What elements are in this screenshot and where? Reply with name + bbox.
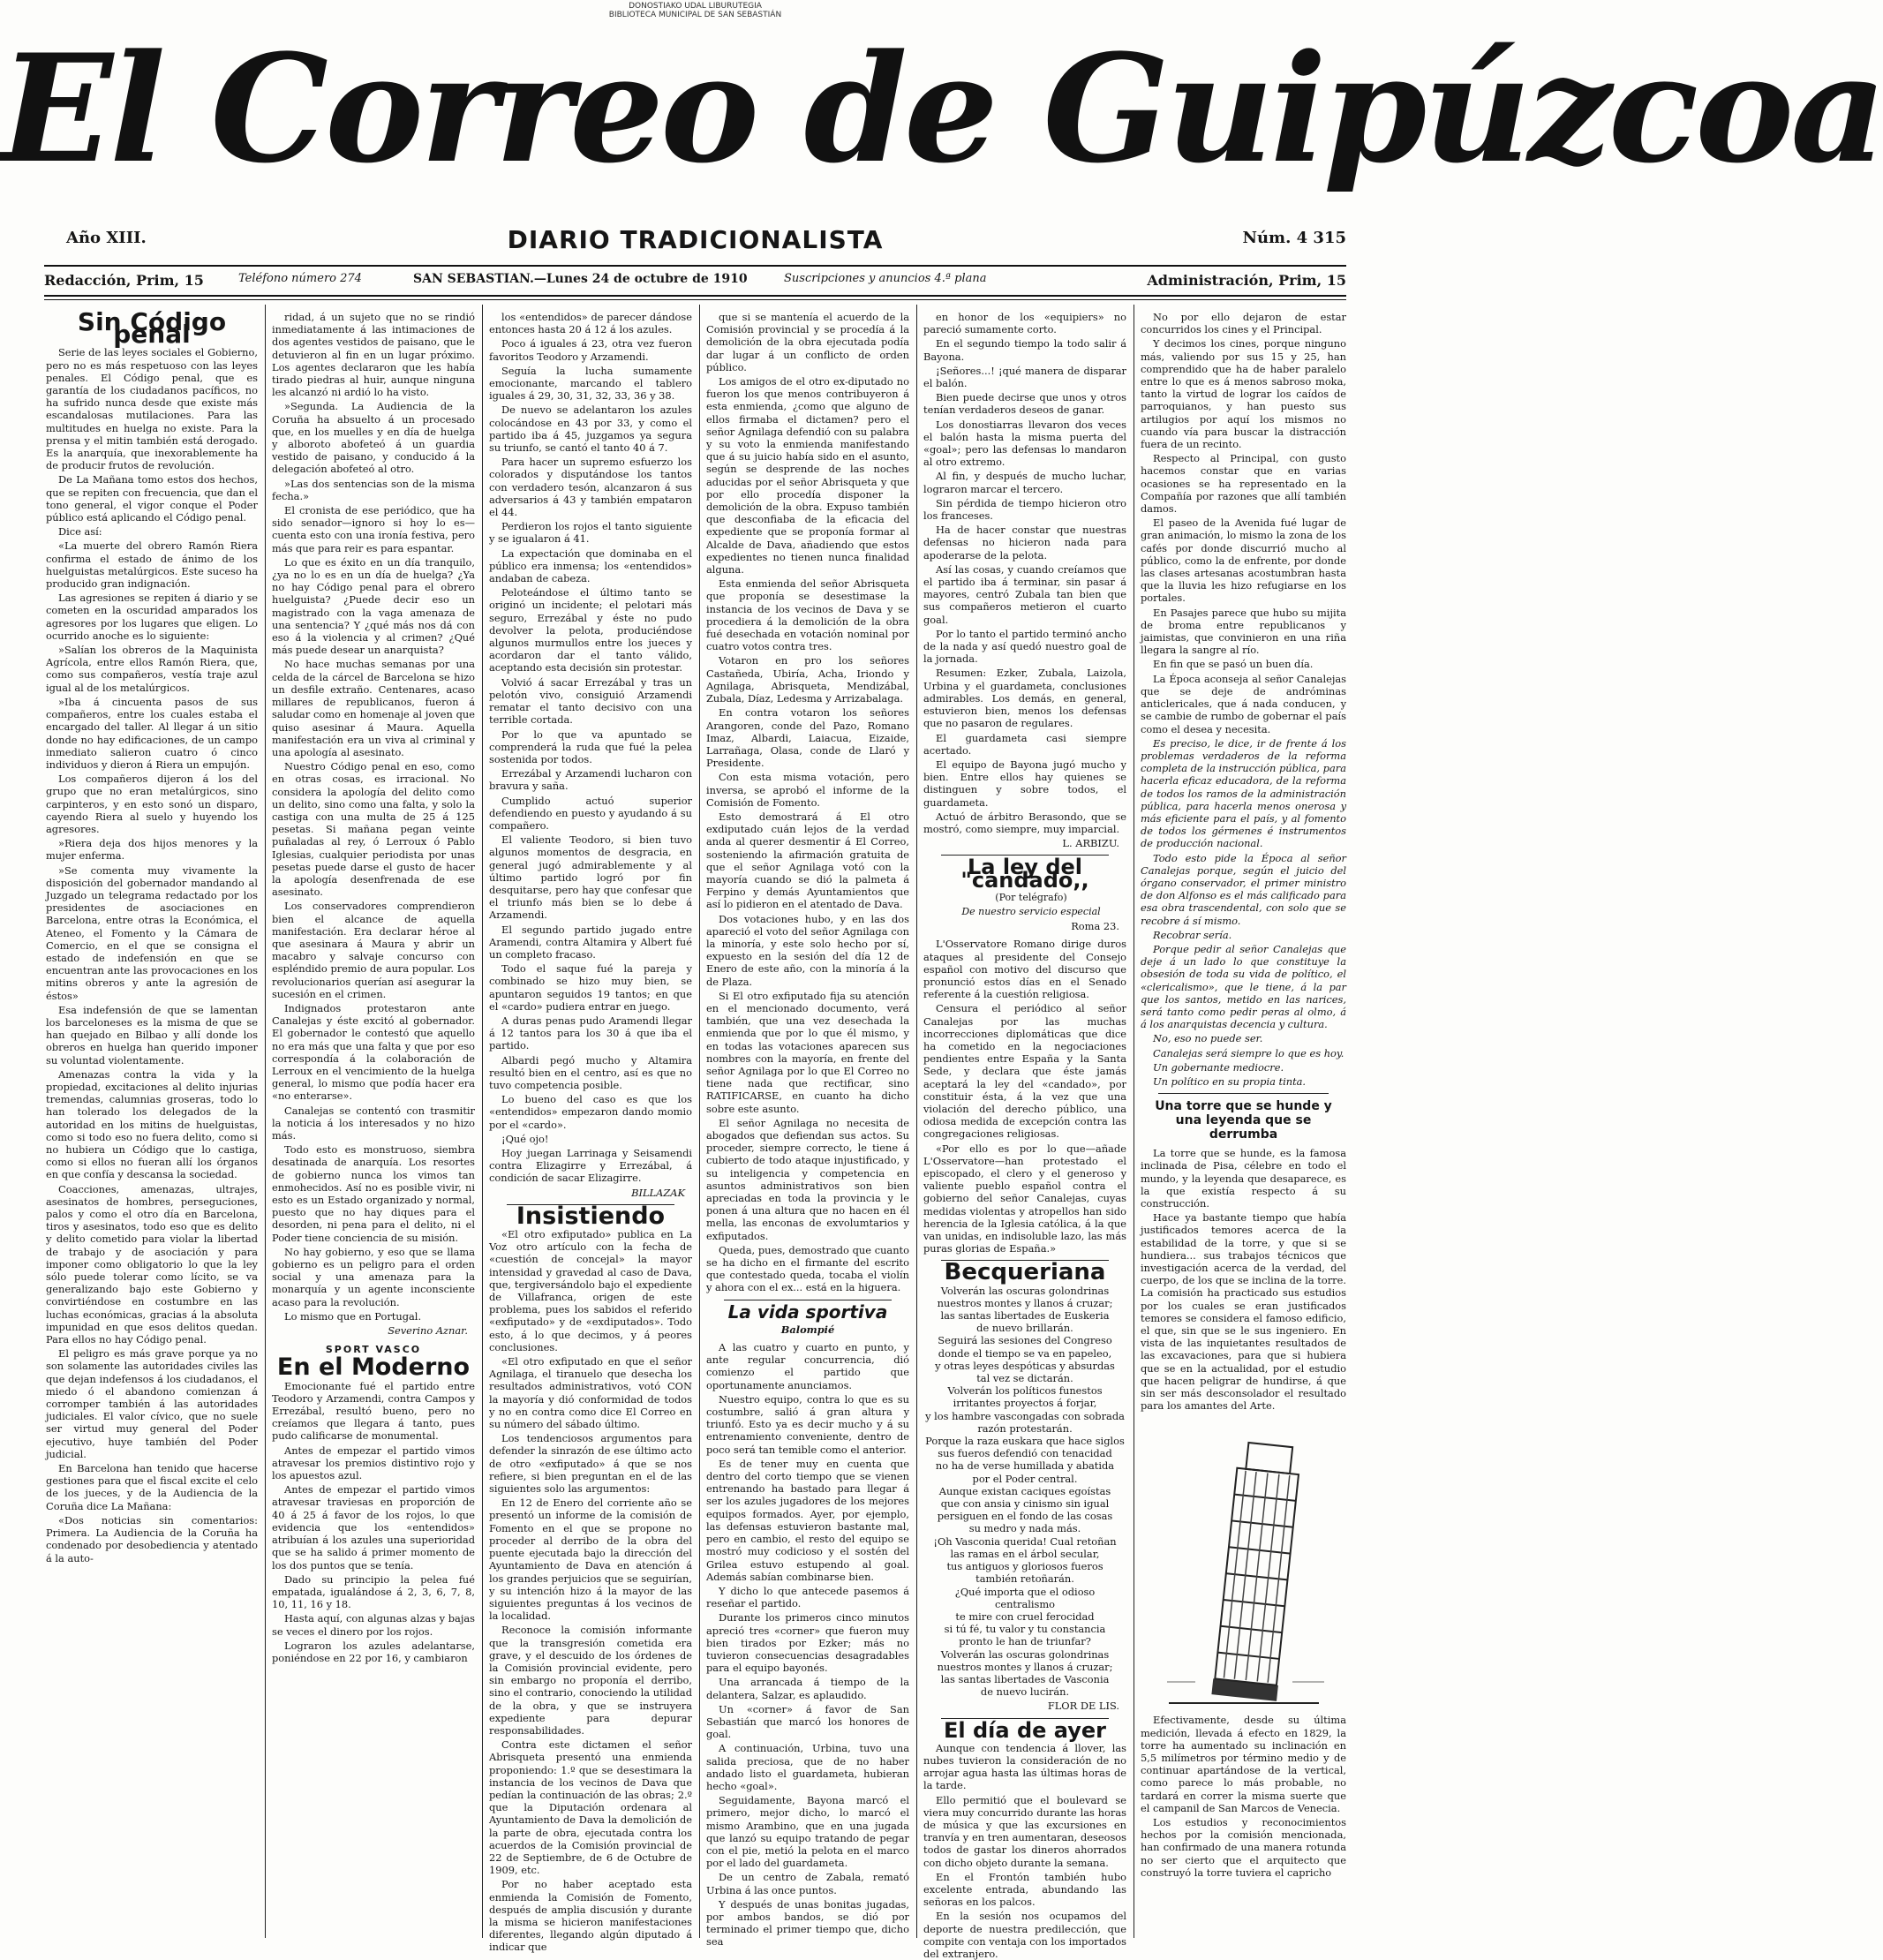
verse-line: de nuevo lucirán. bbox=[980, 1685, 1070, 1699]
paragraph: A las cuatro y cuarto en punto, y ante regular concurrencia, dió comienzo el partido que oportunamente anunciamos. bbox=[706, 1341, 909, 1391]
paragraph: Los estudios y reconocimientos hechos por la comisión mencionada, han confirmado de una manera rotunda no ser cierto que el arquitecto que construyó la torre tuviera el capricho bbox=[1141, 1816, 1346, 1879]
paragraph: Con esta misma votación, pero inversa, se aprobó el informe de la Comisión de Fomento. bbox=[706, 771, 909, 809]
paragraph: Los amigos de el otro ex-diputado no fueron los que menos contribuyeron á esta enmienda, ¿como que alguno de ellos firmaba el dictamen? pero el señor Agnilaga defendió con su palabra y su voto la enmienda manifestando que á su juicio había sido en el asunto, según se desprende de las noches aducidas por el señor Abrisqueta y que por ello procedía disponer la demolición de la obra. Expuso también que desconfiaba de la eficacia del expediente que se proponía formar al Alcalde de Dava, añadiendo que estos expedientes no tienen nunca finalidad alguna. bbox=[706, 375, 909, 577]
paragraph: El paseo de la Avenida fué lugar de gran animación, lo mismo la zona de los cafés por donde discurrió mucho al público, como la de enfrente, por donde las clases artesanas acostumbran hasta que la lluvia les hizo refugiarse en los portales. bbox=[1141, 516, 1346, 605]
verse-line: ¡Oh Vasconia querida! Cual retoñan bbox=[933, 1534, 1117, 1548]
verse-line: también retoñarán. bbox=[975, 1572, 1074, 1586]
paragraph: Un político en su propia tinta. bbox=[1153, 1074, 1307, 1088]
paragraph: Votaron en pro los señores Castañeda, Ubiría, Acha, Iriondo y Agnilaga, Abrisqueta, Mendizábal, Zubala, Díaz, Ledesma y Arrizabalaga. bbox=[706, 654, 909, 705]
paragraph: Los donostiarras llevaron dos veces el balón hasta la misma puerta del «goal»; pero las defensas lo mandaron al otro extremo. bbox=[923, 418, 1126, 469]
dateline-roma: Roma 23. bbox=[1071, 920, 1119, 933]
paragraph: Reconoce la comisión informante que la transgresión cometida era grave, y el descuido de los órdenes de la Comisión provincial evidente, pero sin embargo no proponía el derribo, sino el contrario, conociendo la utilidad de la obra, y que se instruyera expediente para depurar responsabilidades. bbox=[489, 1624, 692, 1737]
paragraph: Coacciones, amenazas, ultrajes, asesinatos de hombres, perseguciones, palos y como el otro día en Barcelona, tiros y asesinatos, todo eso que es delito y delito cometido para violar la libertad de trabajo y de asociación y para imponer como obligatorio lo que la ley sólo puede tolerar como lícito, se va generalizando bajo este Gobierno y convirtiéndose en costumbre en las luchas económicas, gracias á la absoluta impunidad en que esos delitos quedan. Para ellos no hay Código penal. bbox=[46, 1182, 258, 1346]
paragraph: Ha de hacer constar que nuestras defensas no hicieron nada para apoderarse de la pelota. bbox=[923, 524, 1126, 562]
verse-line: Porque la raza euskara que hace siglos bbox=[925, 1435, 1125, 1448]
column-4 bbox=[706, 311, 909, 1949]
paragraph: Lo mismo que en Portugal. bbox=[284, 1309, 422, 1323]
archive-stamp-line1: DONOSTIAKO UDAL LIBURUTEGIA bbox=[629, 2, 762, 11]
info-rule-top bbox=[44, 295, 1346, 297]
paragraph: Ello permitió que el boulevard se viera muy concurrido durante las horas de música y que las excursiones en tranvía y en tren aumentaran, deseosos todos de gastar los dineros ahorrados con dicho objeto durante la semana. bbox=[923, 1793, 1126, 1869]
paragraph: »Las dos sentencias son de la misma fecha.» bbox=[272, 477, 475, 502]
paragraph: Antes de empezar el partido vimos atravesar los premios distintivo rojo y los apuestos azul. bbox=[272, 1444, 475, 1482]
paragraph: Lo que es éxito en un día tranquilo, ¿ya no lo es en un día de huelga? ¿Ya no hay Código penal para el obrero huelguista? ¿Puede decir eso un magistrado con la vaga amenaza de una sentencia? Y ¿qué más nos dá con eso á la violencia y al crimen? ¿Qué más puede desear un anarquista? bbox=[272, 555, 475, 657]
paragraph: Por lo que va apuntado se comprenderá la ruda que fué la pelea sostenida por todos. bbox=[489, 727, 692, 765]
paragraph: Indignados protestaron ante Canalejas y éste excitó al gobernador. El gobernador le contestó que aquello no era más que una falta y que por eso correspondía á la colaboración de Lerroux en el vencimiento de la huelga general, lo mismo que podía hacer era «no enterarse». bbox=[272, 1001, 475, 1103]
paragraph: Nuestro equipo, contra lo que es su costumbre, salió á gran altura y triunfó. Esto ya es decir mucho y á su entrenamiento conveniente, dentro de poco será tan temible como el anterior. bbox=[706, 1392, 909, 1456]
paragraph: Poco á iguales á 23, otra vez fueron favoritos Teodoro y Arzamendi. bbox=[489, 337, 692, 363]
column-1 bbox=[46, 307, 258, 1935]
paragraph: »Segunda. La Audiencia de la Coruña ha absuelto á un procesado que, en los muelles y en día de huelga y alboroto abofeteó á un guardia vestido de paisano, y conducido á la delegación abofeteó al otro. bbox=[272, 400, 475, 476]
paragraph: Peloteándose el último tanto se originó un incidente; el pelotari más seguro, Errezábal y éste no pudo devolver la pelota, produciéndose algunos murmullos entre los jueces y acordaron dar el tanto válido, aceptando esta decisión sin protestar. bbox=[489, 586, 692, 675]
article-title-en-el-moderno: En el Moderno bbox=[276, 1353, 471, 1382]
paragraph: Dice así: bbox=[58, 525, 102, 539]
verse-line: nuestros montes y llanos á cruzar; bbox=[937, 1660, 1113, 1673]
paragraph: Los tendenciosos argumentos para defender la sinrazón de ese último acto de otro «exfiputado» á que se nos refiere, si bien preguntan en el de las siguientes solo las argumentos: bbox=[489, 1432, 692, 1496]
verse-line: razón protestarán. bbox=[977, 1421, 1073, 1435]
paragraph: L'Osservatore Romano dirige duros ataques al presidente del Consejo español con motivo del discurso que pronunció estos días en el Senado referente á la cuestión religiosa. bbox=[923, 938, 1126, 1001]
paragraph: Y dicho lo que antecede pasemos á reseñar el partido. bbox=[706, 1584, 909, 1610]
paragraph: Al fin, y después de mucho luchar, lograron marcar el tercero. bbox=[923, 470, 1126, 495]
administracion-label: Administración, Prim, 15 bbox=[1147, 272, 1346, 289]
signature: L. ARBIZU. bbox=[1062, 837, 1119, 850]
paragraph: Hoy juegan Larrinaga y Seisamendi contra Elizagirre y Errezábal, á condición de sacar Elizagirre. bbox=[489, 1147, 692, 1185]
date-line: SAN SEBASTIAN.—Lunes 24 de octubre de 1910 bbox=[413, 272, 748, 286]
paragraph: Efectivamente, desde su última medición, llevada á efecto en 1829, la torre ha aumentado su inclinación en 5,5 milímetros por término medio y de continuar apartándose de la vertical, como parece lo más probable, no tardará en correr la misma suerte que el campanil de San Marcos de Venecia. bbox=[1141, 1714, 1346, 1814]
paragraph: En fin que se pasó un buen día. bbox=[1153, 658, 1314, 671]
verse-line: no ha de verse humillada y abatida bbox=[935, 1459, 1115, 1473]
paragraph: De un centro de Zabala, remató Urbina á las once puntos. bbox=[706, 1871, 909, 1896]
paragraph: que si se mantenía el acuerdo de la Comisión provincial y se procedía á la demolición de la obra ejecutada podía dar lugar á un conflicto de orden público. bbox=[706, 311, 909, 373]
paragraph: Canalejas se contentó con trasmitir la noticia á los interesados y no hizo más. bbox=[272, 1104, 475, 1142]
year-label: Año XIII. bbox=[66, 229, 147, 247]
column-divider bbox=[482, 305, 483, 1938]
paragraph: En la sesión nos ocupamos del deporte de nuestra predilección, que compite con ventaja con los importados del extranjero. bbox=[923, 1910, 1126, 1960]
paragraph: Dado su principio la pelea fué empatada, igualándose á 2, 3, 6, 7, 8, 10, 11, 16 y 18. bbox=[272, 1572, 475, 1611]
paragraph: los «entendidos» de parecer dándose entonces hasta 20 á 12 á los azules. bbox=[489, 311, 692, 336]
paragraph: No hay gobierno, y eso que se llama gobierno es un peligro para el orden social y una amenaza para la monarquía y un agente inconsciente acaso para la revolución. bbox=[272, 1245, 475, 1308]
paragraph: Una arrancada á tiempo de la delantera, Salzar, es aplaudido. bbox=[706, 1676, 909, 1701]
paragraph: Serie de las leyes sociales el Gobierno, pero no es más respetuoso con las leyes penales. El Código penal, que es garantía de los ciudadanos pacíficos, no ha sufrido nunca desde que existe más escandalosas mutilaciones. Para las multitudes en huelga no existe. Para la prensa y el mitin también está derogado. Es la anarquía, que inexorablemente ha de producir frutos de revolución. bbox=[46, 346, 258, 472]
paragraph: El peligro es más grave porque ya no son solamente las autoridades civiles las que dejan indefensos á los ciudadanos, el miedo ó el abandono comienzan á corromper también á las autoridades judiciales. El valor cívico, que no suele ser virtud muy general del Poder ejecutivo, huye también del Poder judicial. bbox=[46, 1347, 258, 1460]
leaning-tower-of-pisa-illustration bbox=[1160, 1417, 1328, 1708]
paragraph: »Se comenta muy vivamente la disposición del gobernador mandando al Juzgado un telegrama redactado por los presidentes de asociaciones en Barcelona, entre otras la Económica, el Ateneo, el Fomento y la Cámara de Comercio, en el que se consigna el estado de indefensión en que se encuentran ante las provocaciones en los mitins obreros y ante la agresión de éstos» bbox=[46, 863, 258, 1002]
subtitle-por-telegrafo: (Por telégrafo) bbox=[995, 891, 1067, 903]
verse-line: te mire con cruel ferocidad bbox=[955, 1609, 1095, 1623]
info-row bbox=[44, 268, 1346, 291]
archive-stamp-line2: BIBLIOTECA MUNICIPAL DE SAN SEBASTIÁN bbox=[608, 11, 782, 19]
verse-line: persiguen en el fondo de las cosas bbox=[937, 1510, 1113, 1523]
verse-line: ¿Qué importa que el odioso centralismo bbox=[954, 1585, 1096, 1610]
paragraph: Y después de unas bonitas jugadas, por ambos bandos, se dió por terminado el primer tiempo que, dicho sea bbox=[706, 1897, 909, 1949]
paragraph: «El otro exfiputado en que el señor Agnilaga, el tiranuelo que desecha los resultados administrativos, votó CON la mayoría y dió conformidad de todos y no en contra como dice El Correo en su número del sábado último. bbox=[489, 1355, 692, 1431]
suscripciones-label: Suscripciones y anuncios 4.ª plana bbox=[784, 272, 987, 285]
paragraph: Albardi pegó mucho y Altamira resultó bien en el centro, así es que no tuvo competencia posible. bbox=[489, 1053, 692, 1091]
info-rule-bottom bbox=[44, 299, 1346, 300]
verse-line: Aunque existan caciques egoístas bbox=[938, 1484, 1111, 1497]
paragraph: Todo esto es monstruoso, siembra desatinada de anarquía. Los resortes de gobierno nunca los vimos tan enmohecidos. Así no es posible vivir, ni esto es un Estado organizado y normal, puesto que no hay diques para el desorden, ni pena para el delito, ni el Poder tiene conciencia de su misión. bbox=[272, 1143, 475, 1244]
tagline: DIARIO TRADICIONALISTA bbox=[507, 225, 884, 254]
paragraph: Lo bueno del caso es que los «entendidos» empezaron dando momio por el «cardo». bbox=[489, 1093, 692, 1131]
paragraph: No, eso no puede ser. bbox=[1153, 1032, 1263, 1045]
subtitle-servicio-especial: De nuestro servicio especial bbox=[961, 905, 1101, 917]
paragraph: «La muerte del obrero Ramón Riera confirma el estado de ánimo de los huelguistas metalúrgicos. Este suceso ha producido gran indignación. bbox=[46, 539, 258, 591]
paragraph: De La Mañana tomo estos dos hechos, que se repiten con frecuencia, que dan el tono general, el vigor conque el Poder público está aplicando el Código penal. bbox=[46, 473, 258, 524]
verse-line: su medro y nada más. bbox=[968, 1522, 1081, 1535]
paragraph: Antes de empezar el partido vimos atravesar traviesas en proporción de 40 á 25 á favor de los rojos, lo que evidencia que los «entendidos» atribuían á los azules una superioridad que se ha salido á primer momento de los dos puntos que se tenía. bbox=[272, 1483, 475, 1572]
article-title-la-vida-sportiva: La vida sportiva bbox=[727, 1300, 888, 1323]
paragraph: Volvió á sacar Errezábal y tras un pelotón vivo, consiguió Arzamendi rematar el tanto decisivo con una terrible cortada. bbox=[489, 675, 692, 727]
column-6 bbox=[1141, 311, 1346, 1935]
paragraph: En el Frontón también hubo excelente entrada, abundando las señoras en los palcos. bbox=[923, 1870, 1126, 1909]
verse-line: Volverán los políticos funestos bbox=[947, 1384, 1103, 1398]
paragraph: Por lo tanto el partido terminó ancho de la nada y así quedó nuestro goal de la jornada. bbox=[923, 627, 1126, 666]
redaccion-label: Redacción, Prim, 15 bbox=[44, 272, 204, 289]
divider bbox=[1158, 1093, 1329, 1094]
paragraph: Las agresiones se repiten á diario y se cometen en la oscuridad amparados los agresores por los lugares que eligen. Lo ocurrido anoche es lo siguiente: bbox=[46, 592, 258, 642]
verse-line: pronto le han de triunfar? bbox=[959, 1635, 1091, 1648]
masthead bbox=[0, 16, 1883, 206]
paragraph: Recobrar sería. bbox=[1153, 928, 1232, 941]
paragraph: En 12 de Enero del corriente año se presentó un informe de la comisión de Fomento en el que se propone no proceder al derribo de la obra del puente ejecutada bajo la dirección del Ayuntamiento de Dava en atención á los grandes perjuicios que se seguirían, y su intención hizo á la mayor de las siguientes preguntas á los vecinos de la localidad. bbox=[489, 1496, 692, 1623]
paragraph: No por ello dejaron de estar concurridos los cines y el Principal. bbox=[1141, 311, 1346, 336]
verse-line: Volverán las oscuras golondrinas bbox=[940, 1647, 1110, 1661]
verse-line: las santas libertades de Vasconia bbox=[940, 1672, 1110, 1685]
paragraph: Es preciso, le dice, ir de frente á los problemas verdaderos de la reforma completa de la instrucción pública, para hacerla eficaz educadora, de la reforma de todos los ramos de la administración pública, para hacerla menos onerosa y más eficiente para el país, y al fomento de todos los gérmenes é instrumentos de producción nacional. bbox=[1141, 736, 1346, 850]
paragraph: La expectación que dominaba en el público era inmensa; los «entendidos» andaban de cabeza. bbox=[489, 547, 692, 585]
paragraph: A continuación, Urbina, tuvo una salida preciosa, que de no haber andado listo el guardameta, hubieran hecho «goal». bbox=[706, 1742, 909, 1792]
paragraph: El cronista de ese periódico, que ha sido senador—ignoro si hoy lo es—cuenta esto con una ironía festiva, pero más que para reir es para espantar. bbox=[272, 504, 475, 554]
paragraph: Un gobernante mediocre. bbox=[1153, 1060, 1284, 1074]
paragraph: ridad, á un sujeto que no se rindió inmediatamente á las intimaciones de dos agentes vestidos de paisano, que le detuvieron al fin en un lugar próximo. Los agentes declararon que les había tirado piedras al huir, aunque ninguna les alcanzó ni ardió lo ha visto. bbox=[272, 311, 475, 399]
verse-line: donde el tiempo se va en papeleo, bbox=[938, 1346, 1112, 1360]
verse-line: las santas libertades de Euskeria bbox=[940, 1309, 1110, 1323]
paragraph: Respecto al Principal, con gusto hacemos constar que en varias ocasiones se ha representado en la Compañía por razones que allí también damos. bbox=[1141, 452, 1346, 516]
paragraph: «El otro exfiputado» publica en La Voz otro artículo con la fecha de «cuestión de concejal» la mayor intensidad y gravedad al caso de Dava, que, tergiversándolo bajo el expediente de Villafranca, origen de este problema, pues los sabidos el referido «exfiputado» y de «exdiputados». Todo esto, á lo que decimos, y á peores conclusiones. bbox=[489, 1228, 692, 1353]
paragraph: »Iba á cincuenta pasos de sus compañeros, entre los cuales estaba el encargado del taller. Al llegar á un sitio donde no hay edificaciones, de un campo inmediato salieron cuatro ó cinco individuos y dieron á Riera un empujón. bbox=[46, 695, 258, 771]
newspaper-title: El Correo de Guipúzcoa bbox=[0, 21, 1883, 196]
paragraph: Todo esto pide la Época al señor Canalejas porque, según el juicio del órgano conservador, el primer ministro de don Alfonso es el más calificado para esa obra trascendental, con solo que se recobre á sí mismo. bbox=[1141, 851, 1346, 927]
verse-line: tus antiguos y gloriosos fueros bbox=[946, 1560, 1103, 1573]
verse-line: y los hambre vascongadas con sobrada bbox=[925, 1409, 1125, 1422]
paragraph: En Pasajes parece que hubo su mijita de broma entre republicanos y jaimistas, que convinieron en una riña llegara la sangre al río. bbox=[1141, 606, 1346, 657]
article-title-el-dia-de-ayer: El día de ayer bbox=[944, 1717, 1106, 1743]
paragraph: La torre que se hunde, es la famosa inclinada de Pisa, célebre en todo el mundo, y la leyenda que desaparece, es la que existía respecto á su construcción. bbox=[1141, 1147, 1346, 1210]
paragraph: Cumplido actuó superior defendiendo en puesto y ayudando á su compañero. bbox=[489, 794, 692, 832]
paragraph: Queda, pues, demostrado que cuanto se ha dicho en el firmante del escrito que contestado queda, tocaba el violín y ahora con el ex... está en la higuera. bbox=[706, 1243, 909, 1294]
paragraph: Para hacer un supremo esfuerzo los colorados y disputándose los tantos con verdadero tesón, alcanzaron á sus adversarios á 43 y también empataron el 44. bbox=[489, 456, 692, 519]
paragraph: La Época aconseja al señor Canalejas que se deje de andróminas anticlericales, que á nada conducen, y se cambie de rumbo de gobernar el país como el desea y necesita. bbox=[1141, 672, 1346, 735]
column-divider bbox=[699, 305, 700, 1938]
paragraph: Seguía la lucha sumamente emocionante, marcando el tablero iguales á 29, 30, 31, 32, 33, 36 y 38. bbox=[489, 364, 692, 403]
verse-line: que con ansia y cinismo sin igual bbox=[940, 1497, 1110, 1511]
paragraph: ¡Señores...! ¡qué manera de disparar el balón. bbox=[923, 364, 1126, 390]
paragraph: Los conservadores comprendieron bien el alcance de aquella manifestación. Era declarar héroe al que asesinara á Maura y abrir un macabro y salvaje concurso con espléndido premio de aura popular. Los revolucionarios querían así asegurar la sucesión en el crimen. bbox=[272, 900, 475, 1000]
paragraph: Si El otro exfiputado fija su atención en el mencionado documento, verá también, que una vez desechada la enmienda que por lo que él mismo, y en todas las votaciones aparecen sus nombres con la mayoría, en frente del señor Agnilaga por lo que El Correo no tiene nada que rectificar, sino RATIFICARSE, en cuanto ha dicho sobre este asunto. bbox=[706, 989, 909, 1115]
paragraph: »Salían los obreros de la Maquinista Agrícola, entre ellos Ramón Riera, que, como sus compañeros, vestía traje azul igual al de los metalúrgicos. bbox=[46, 644, 258, 694]
paragraph: Contra este dictamen el señor Abrisqueta presentó una enmienda proponiendo: 1.º que se desestimara la instancia de los vecinos de Dava que pedían la continuación de las obras; 2.º que la Diputación ordenara al Ayuntamiento de Dava la demolición de la parte de obra, ejecutada contra los acuerdos de la Comisión provincial de 22 de Septiembre, de 6 de Octubre de 1909, etc. bbox=[489, 1738, 692, 1877]
paragraph: El segundo partido jugado entre Aramendi, contra Altamira y Albert fué un completo fracaso. bbox=[489, 923, 692, 961]
top-rule bbox=[44, 265, 1346, 267]
telefono-label: Teléfono número 274 bbox=[238, 272, 362, 285]
subhead-row bbox=[44, 225, 1346, 260]
paragraph: El valiente Teodoro, si bien tuvo algunos momentos de desgracia, en general jugó admirablemente y al último partido logró por fin desquitarse, pero hay que confesar que el triunfo más bien se lo debe á Arzamendi. bbox=[489, 833, 692, 922]
paragraph: No hace muchas semanas por una celda de la cárcel de Barcelona se hizo un desfile extraño. Centenares, acaso millares de republicanos, fueron á saludar como en homenaje al joven que quiso asesinar á Maura. Aquella manifestación era un viva al criminal y una apología al asesinato. bbox=[272, 658, 475, 758]
verse-line: sus fueros defendió con tenacidad bbox=[938, 1447, 1112, 1460]
verse-line: por el Poder central. bbox=[972, 1472, 1078, 1485]
paragraph: Un «corner» á favor de San Sebastián que marcó los honores de goal. bbox=[706, 1702, 909, 1741]
paragraph: «Por ello es por lo que—añade L'Osservatore—han protestado el episcopado, el clero y el generoso y valiente pueblo español contra el gobierno del señor Canalejas, cuyas medidas violentas y atropellos han sido herencia de la Iglesia católica, á la que van unidas, en indisoluble lazo, las más puras glorias de España.» bbox=[923, 1142, 1126, 1255]
paragraph: De nuevo se adelantaron los azules colocándose en 43 por 33, y como el partido iba á 45, juzgamos ya segura su triunfo, se cantó el tanto 40 á 7. bbox=[489, 403, 692, 455]
verse-line: tal vez se dictarán. bbox=[976, 1372, 1073, 1385]
paragraph: ¡Qué ojo! bbox=[501, 1132, 549, 1145]
paragraph: Actuó de árbitro Berasondo, que se mostró, como siempre, muy imparcial. bbox=[923, 810, 1126, 835]
paragraph: En contra votaron los señores Arangoren, conde del Pazo, Romano Imaz, Albardi, Laiacua, Eizaide, Larrañaga, Olasa, conde de Llaró y Presidente. bbox=[706, 706, 909, 770]
signature: BILLAZAK bbox=[631, 1186, 685, 1199]
verse-line: Seguirá las sesiones del Congreso bbox=[938, 1334, 1112, 1347]
verse-line: irritantes proyectos á forjar, bbox=[953, 1397, 1097, 1410]
paragraph: Y decimos los cines, porque ninguno más, valiendo por sus 15 y 25, han comprendido que ha de haber paralelo entre lo que es á menos sabroso moka, tanto la virtud de lograr los caídos de parroquianos, y han puesto sus artilugios por aquí los mismos no cuando vía para buscar la distracción fuera de un recinto. bbox=[1141, 337, 1346, 451]
paragraph: En Barcelona han tenido que hacerse gestiones para que el fiscal excite el celo de los jueces, y de la Audiencia de la Coruña dice La Mañana: bbox=[46, 1462, 258, 1512]
paragraph: Por no haber aceptado esta enmienda la Comisión de Fomento, después de amplia discusión y durante la misma se hicieron manifestaciones diferentes, llegando algún diputado á indicar que bbox=[489, 1878, 692, 1954]
paragraph: Nuestro Código penal en eso, como en otras cosas, es irracional. No considera la apología del delito como un delito, sino como una falta, y solo la castiga con una multa de 25 á 125 pesetas. Si mañana pegan veinte puñaladas al rey, ó Lerroux ó Pablo Iglesias, cualquier periodista por unas pesetas puede darse el gusto de hacer la apología desenfrenada de ese asesinato. bbox=[272, 760, 475, 899]
column-3 bbox=[489, 311, 692, 1954]
column-5 bbox=[923, 311, 1126, 1960]
verse-line: y otras leyes despóticas y absurdas bbox=[935, 1359, 1115, 1372]
article-title-sin-codigo-penal: Sin Código penal bbox=[77, 307, 227, 350]
paragraph: En el segundo tiempo la todo salir á Bayona. bbox=[923, 337, 1126, 363]
paragraph: Esta enmienda del señor Abrisqueta que proponía se desestimase la instancia de los vecinos de Dava y se procediera á la demolición de la obra fué desechada en votación nominal por cuatro votos contra tres. bbox=[706, 577, 909, 653]
verse-line: nuestros montes y llanos á cruzar; bbox=[937, 1296, 1113, 1309]
paragraph: Lograron los azules adelantarse, poniéndose en 22 por 16, y cambiaron bbox=[272, 1639, 475, 1664]
paragraph: Hace ya bastante tiempo que había justificados temores acerca de la estabilidad de la torre, y que si se hundiera... sus trabajos técnicos que investigación acerca de la verdad, del cuerpo, de los que se inclina de la torre. La comisión ha practicado sus estudios por los cuales se eran justificados temores se considera el famoso edificio, el que, sin que se le sus ingeniero. En vista de las inquietantes resultados de las excavaciones, para que si hubiera que se en la actualidad, por el estudio que hacen peligrar de hundirse, á que sin ser más desconsolador el resultado para los amantes del Arte. bbox=[1141, 1211, 1346, 1413]
article-title-una-torre-que-se-hunde: Una torre que se hunde y una leyenda que se derrumba bbox=[1155, 1099, 1332, 1142]
paragraph: Dos votaciones hubo, y en las dos apareció el voto del señor Agnilaga con la minoría, y este solo hecho por sí, expuesto en la sesión del día 12 de Enero de este año, con la minoría á la de Plaza. bbox=[706, 912, 909, 988]
column-2 bbox=[272, 311, 475, 1935]
paragraph: Sin pérdida de tiempo hicieron otro los franceses. bbox=[923, 496, 1126, 523]
article-title-la-ley-del-candado: La ley del "candado,, bbox=[960, 855, 1089, 893]
paragraph: Todo el saque fué la pareja y combinado se hizo muy bien, se apuntaron seguidos 19 tantos; en que el «cardo» pudiera entrar en juego. bbox=[489, 962, 692, 1013]
paragraph: Esa indefensión de que se lamentan los barceloneses es la misma de que se han quejado en Bilbao y allí donde los obreros en huelga han querido imponer su voluntad violentamente. bbox=[46, 1003, 258, 1067]
paragraph: El guardameta casi siempre acertado. bbox=[923, 731, 1126, 757]
verse-line: las ramas en el árbol secular, bbox=[950, 1547, 1100, 1560]
paragraph: »Riera deja dos hijos menores y la mujer enferma. bbox=[46, 837, 258, 863]
paragraph: El equipo de Bayona jugó mucho y bien. Entre ellos hay quienes se distinguen y sobre todos, el guardameta. bbox=[923, 758, 1126, 809]
paragraph: Esto demostrará á El otro exdiputado cuán lejos de la verdad anda al querer desmentir á El Correo, sosteniendo la afirmación gratuita de que el señor Agnilaga votó con la mayoría cuando se dió la palmeta á Ferpino y demás Ayuntamientos que así lo pidieron en el atentado de Dava. bbox=[706, 810, 909, 911]
paragraph: Durante los primeros cinco minutos apreció tres «corner» que fueron muy bien tirados por Ezker; más no tuvieron consecuencias desagradables para el equipo bayonés. bbox=[706, 1611, 909, 1675]
paragraph: Amenazas contra la vida y la propiedad, excitaciones al delito injurias tremendas, calumnias groseras, todo lo han tolerado los delegados de la autoridad en los mitins de huelguistas, como si todo eso no fuera delito, como si no hubiera un Código que lo castiga, como si ellos no fueran allí los órganos en que confía y descansa la sociedad. bbox=[46, 1067, 258, 1181]
paragraph: Porque pedir al señor Canalejas que deje á un lado lo que constituye la obsesión de toda su vida de político, el «clericalismo», que le tiene, á la par que los santos, metido en las narices, será tanto como pedir peras al olmo, á á los anarquistas decencia y cultura. bbox=[1141, 942, 1346, 1031]
issue-number: Núm. 4 315 bbox=[1242, 229, 1346, 247]
column-divider bbox=[265, 305, 266, 1938]
paragraph: Hasta aquí, con algunas alzas y bajas se veces el dinero por los rojos. bbox=[272, 1612, 475, 1638]
paragraph: Censura el periódico al señor Canalejas por las muchas incorrecciones diplomáticas que dice ha cometido en la negociaciones pendientes entre España y la Santa Sede, y declara que éste jamás aceptará la ley del «candado», por constituir ésta, á la vez que una violación del derecho público, una odiosa medida de excepción contra las congregaciones religiosas. bbox=[923, 1002, 1126, 1141]
column-divider bbox=[916, 305, 917, 1938]
paragraph: Aunque con tendencia á llover, las nubes tuvieron la consideración de no arrojar agua hasta las últimas horas de la tarde. bbox=[923, 1741, 1126, 1792]
subtitle-balompie: Balompié bbox=[780, 1323, 835, 1336]
paragraph: Perdieron los rojos el tanto siguiente y se igualaron á 41. bbox=[489, 520, 692, 546]
article-title-insistiendo: Insistiendo bbox=[516, 1202, 666, 1230]
signature: Severino Aznar. bbox=[388, 1324, 468, 1338]
paragraph: A duras penas pudo Aramendi llegar á 12 tantos para los 30 á que iba el partido. bbox=[489, 1014, 692, 1052]
paragraph: Errezábal y Arzamendi lucharon con bravura y saña. bbox=[489, 767, 692, 793]
paragraph: Bien puede decirse que unos y otros tenían verdaderos deseos de ganar. bbox=[923, 391, 1126, 417]
verse-line: si tú fé, tu valor y tu constancia bbox=[944, 1623, 1106, 1636]
verse-line: Volverán las oscuras golondrinas bbox=[940, 1284, 1110, 1297]
paragraph: Resumen: Ezker, Zubala, Laizola, Urbina y el guardameta, conclusiones admirables. Los demás, en general, estuvieron bien, menos los defensas que no pasaron de regulares. bbox=[923, 667, 1126, 730]
paragraph: Canalejas será siempre lo que es hoy. bbox=[1153, 1046, 1344, 1059]
paragraph: «Dos noticias sin comentarios: Primera. La Audiencia de la Coruña ha condenado por desobediencia y atentado á la auto- bbox=[46, 1513, 258, 1564]
paragraph: Es de tener muy en cuenta que dentro del corto tiempo que se vienen entrenando ha bastado para llegar á ser los azules jugadores de los mejores equipos formados. Ayer, por ejemplo, las defensas estuvieron bastante mal, pero en cambio, el resto del equipo se mostró muy codicioso y el sostén del Grilea estuvo estupendo al goal. Además sabían combinarse bien. bbox=[706, 1457, 909, 1583]
paragraph: Emocionante fué el partido entre Teodoro y Arzamendi, contra Campos y Errezábal, resultó bueno, pero no creíamos que llegara á tanto, pues pudo calificarse de monumental. bbox=[272, 1379, 475, 1443]
article-title-becqueriana: Becqueriana bbox=[944, 1259, 1106, 1286]
paragraph: Así las cosas, y cuando creíamos que el partido iba á terminar, sin pasar á mayores, centró Zubala tan bien que sus compañeros metieron el cuarto goal. bbox=[923, 562, 1126, 626]
paragraph: en honor de los «equipiers» no pareció sumamente corto. bbox=[923, 311, 1126, 336]
paragraph: Los compañeros dijeron á los del grupo que no eran metalúrgicos, sino carpinteros, y en esto sonó un disparo, cayendo Riera al suelo y huyendo los agresores. bbox=[46, 773, 258, 835]
poem-verse bbox=[923, 1285, 1126, 1699]
paragraph: El señor Agnilaga no necesita de abogados que defiendan sus actos. Su proceder, siempre correcto, le tiene á cubierto de todo ataque injustificado, y su inteligencia y competencia en asuntos administrativos son bien apreciadas en toda la provincia y le ponen á una altura que no hacen en él mella, las enconas de exvolumtarios y exfiputados. bbox=[706, 1116, 909, 1242]
signature: FLOR DE LIS. bbox=[1047, 1700, 1119, 1713]
paragraph: Seguidamente, Bayona marcó el primero, mejor dicho, lo marcó el mismo Arambino, que en una jugada que lanzó su equipo tratando de pegar con el pie, metió la pelota en el marco por el lado del guardameta. bbox=[706, 1794, 909, 1870]
verse-line: de nuevo brillarán. bbox=[976, 1322, 1073, 1335]
section-label-sport-vasco: SPORT VASCO bbox=[325, 1344, 422, 1356]
